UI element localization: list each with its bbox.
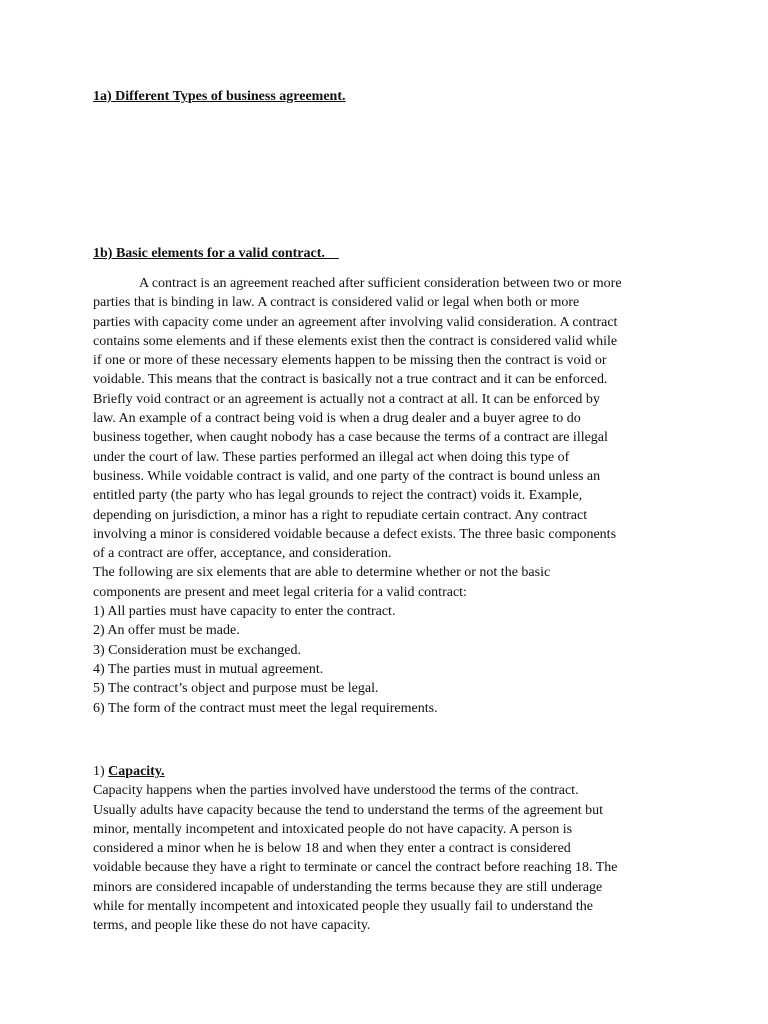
paragraph-line: contains some elements and if these elements exist then the contract is considered valid while	[93, 333, 618, 349]
heading-1a: 1a) Different Types of business agreement.	[93, 89, 346, 104]
paragraph-line: Usually adults have capacity because the tend to understand the terms of the agreement but	[93, 802, 604, 818]
paragraph-line: business. While voidable contract is valid, and one party of the contract is bound unless an	[93, 468, 601, 484]
intro-paragraph	[93, 274, 693, 718]
paragraph-line: voidable because they have a right to terminate or cancel the contract before reaching 18. The	[93, 860, 618, 876]
list-item: 1) All parties must have capacity to enter the contract.	[93, 604, 396, 620]
paragraph-line: voidable. This means that the contract is basically not a true contract and it can be enforced.	[93, 372, 608, 388]
list-item: 5) The contract’s object and purpose must be legal.	[93, 681, 379, 697]
paragraph-line: minor, mentally incompetent and intoxicated people do not have capacity. A person is	[93, 821, 573, 837]
capacity-title: Capacity.	[108, 764, 165, 779]
list-item: 6) The form of the contract must meet the legal requirements.	[93, 700, 438, 716]
capacity-section	[93, 762, 693, 936]
paragraph-line: parties that is binding in law. A contract is considered valid or legal when both or more	[93, 295, 580, 311]
paragraph-line: minors are considered incapable of understanding the terms because they are still underage	[93, 879, 603, 895]
paragraph-line: law. An example of a contract being void is when a drug dealer and a buyer agree to do	[93, 411, 581, 427]
paragraph-line: The following are six elements that are able to determine whether or not the basic	[93, 565, 551, 581]
paragraph-line: components are present and meet legal criteria for a valid contract:	[93, 584, 467, 600]
paragraph-line: entitled party (the party who has legal grounds to reject the contract) voids it. Example,	[93, 488, 583, 504]
list-item: 2) An offer must be made.	[93, 623, 240, 639]
list-item: 3) Consideration must be exchanged.	[93, 642, 302, 658]
capacity-number: 1)	[93, 764, 109, 779]
paragraph-line: parties with capacity come under an agreement after involving valid consideration. A contract	[93, 314, 618, 330]
list-item: 4) The parties must in mutual agreement.	[93, 661, 324, 677]
paragraph-line: of a contract are offer, acceptance, and consideration.	[93, 546, 392, 562]
capacity-heading	[93, 762, 693, 781]
paragraph-line: terms, and people like these do not have capacity.	[93, 918, 371, 934]
paragraph-line: depending on jurisdiction, a minor has a right to repudiate certain contract. Any contract	[93, 507, 588, 523]
paragraph-line: A contract is an agreement reached after sufficient consideration between two or more	[139, 276, 622, 291]
paragraph-line: while for mentally incompetent and intoxicated people they usually fail to understand the	[93, 899, 593, 915]
paragraph-line: involving a minor is considered voidable because a defect exists. The three basic components	[93, 526, 617, 542]
heading-1b: 1b) Basic elements for a valid contract.	[93, 246, 339, 261]
paragraph-line: under the court of law. These parties performed an illegal act when doing this type of	[93, 449, 570, 465]
paragraph-line: if one or more of these necessary elements happen to be missing then the contract is void or	[93, 353, 607, 369]
paragraph-line: considered a minor when he is below 18 and when they enter a contract is considered	[93, 841, 571, 857]
paragraph-line: business together, when caught nobody has a case because the terms of a contract are illegal	[93, 430, 608, 446]
paragraph-line: Capacity happens when the parties involved have understood the terms of the contract.	[93, 783, 579, 799]
paragraph-line: Briefly void contract or an agreement is actually not a contract at all. It can be enforced by	[93, 391, 600, 407]
